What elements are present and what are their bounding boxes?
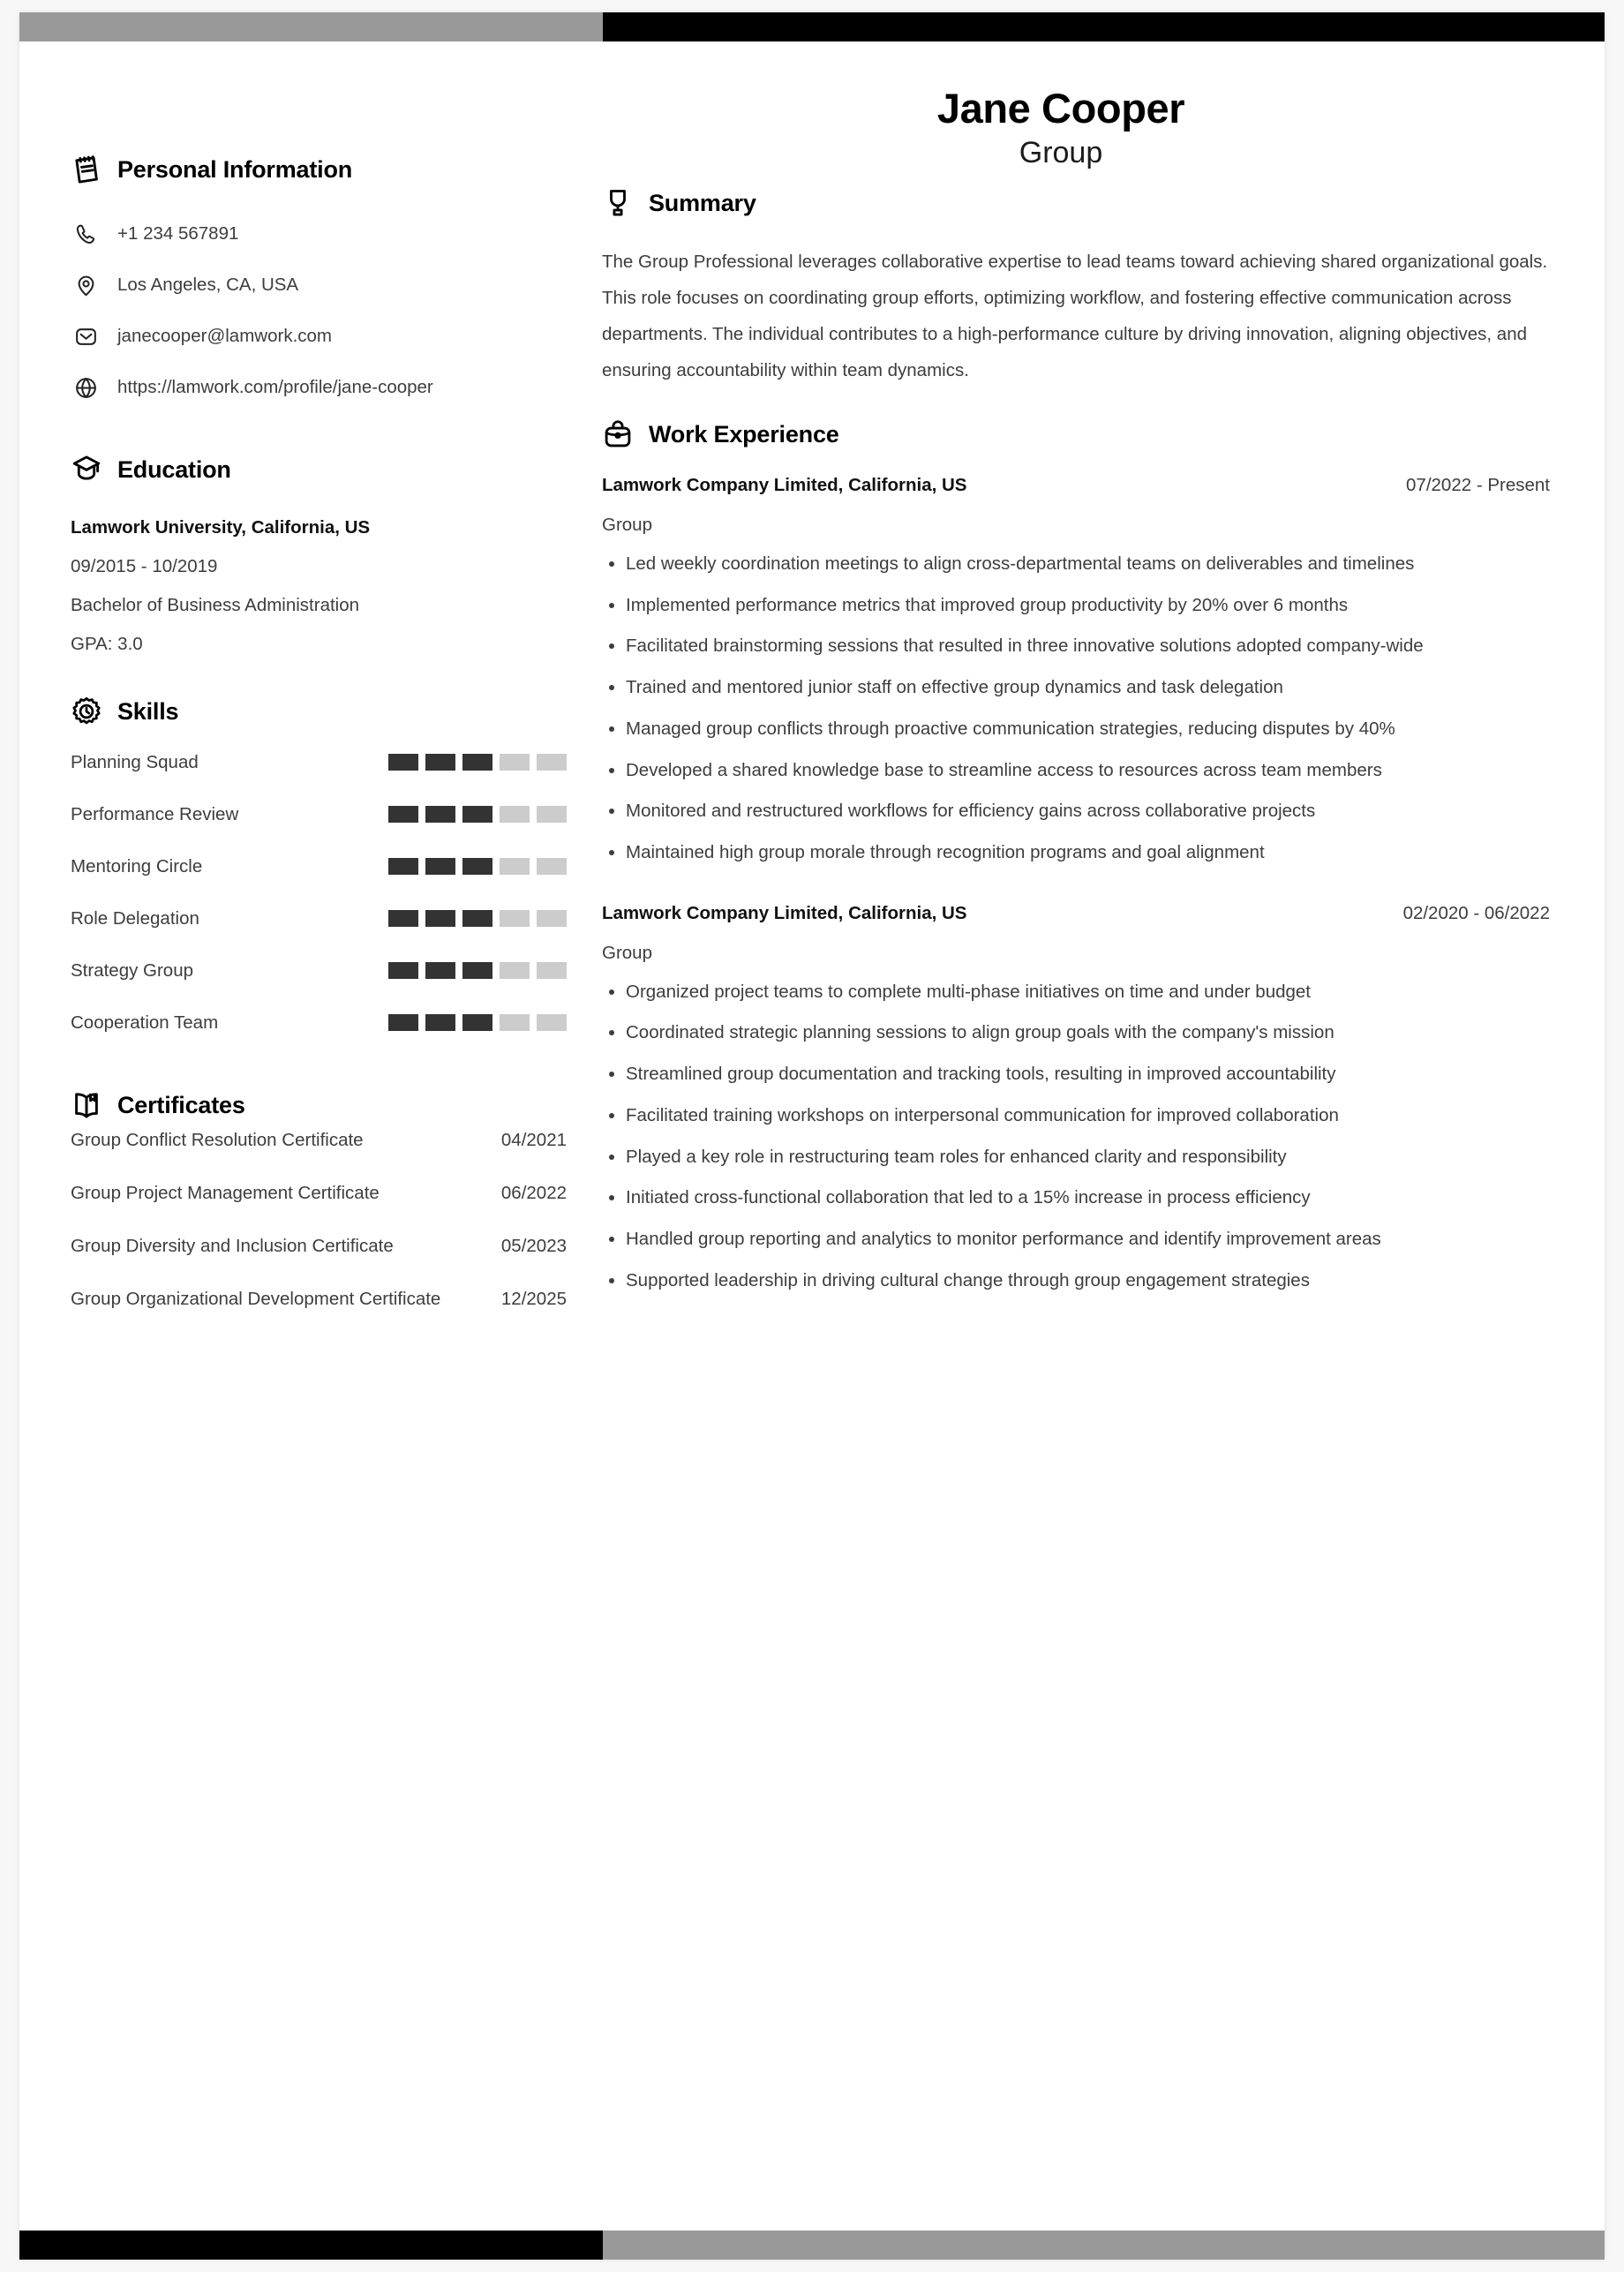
job-role: Group (602, 515, 652, 535)
job-bullet: Managed group conflicts through proactive communication strategies, reducing disputes by 40% (602, 716, 1550, 742)
job-entry (602, 903, 1550, 1294)
skill-name: Role Delegation (71, 907, 199, 929)
section-certificates-header (71, 1089, 567, 1121)
contact-phone[interactable] (71, 208, 567, 260)
section-title: Work Experience (649, 420, 839, 448)
skill-row (71, 840, 567, 892)
job-bullet: Trained and mentored junior staff on effective group dynamics and task delegation (602, 674, 1550, 701)
spacer (71, 413, 567, 454)
globe-icon (71, 376, 101, 400)
job-header (602, 475, 1550, 496)
job-company: Lamwork Company Limited, California, US (602, 475, 967, 495)
contact-location-text: Los Angeles, CA, USA (117, 274, 299, 295)
certificate-date: 06/2022 (500, 1183, 567, 1203)
contact-email-text: janecooper@lamwork.com (117, 325, 332, 346)
certificates-list (71, 1130, 567, 1342)
certificate-row (71, 1130, 567, 1183)
contact-website[interactable] (71, 362, 567, 413)
job-header (602, 903, 1550, 924)
notepad-icon (71, 154, 102, 185)
job-bullet: Coordinated strategic planning sessions to align group goals with the company's mission (602, 1019, 1550, 1046)
spacer (602, 388, 1550, 418)
skill-level-meter (388, 1014, 567, 1031)
education-entry (71, 493, 567, 655)
job-bullet: Monitored and restructured workflows for efficiency gains across collaborative projects (602, 798, 1550, 824)
skill-level-meter (388, 806, 567, 823)
phone-icon (71, 222, 101, 246)
left-column (19, 154, 602, 1342)
certificate-row (71, 1236, 567, 1289)
section-title: Personal Information (117, 155, 353, 183)
contact-website-text: https://lamwork.com/profile/jane-cooper (117, 376, 433, 397)
section-summary-header (602, 187, 1550, 219)
job-bullet: Initiated cross-functional collaboration that led to a 15% increase in process efficiency (602, 1185, 1550, 1211)
certificate-name: Group Project Management Certificate (71, 1183, 380, 1203)
resume-body (19, 154, 1605, 1342)
job-bullet: Developed a shared knowledge base to streamline access to resources across team members (602, 757, 1550, 784)
graduation-cap-icon (71, 454, 102, 485)
job-company: Lamwork Company Limited, California, US (602, 902, 967, 923)
job-bullets (602, 551, 1550, 866)
education-school: Lamwork University, California, US (71, 517, 371, 538)
top-bar-black-segment (603, 12, 1605, 41)
education-gpa: GPA: 3.0 (71, 634, 143, 654)
skill-level-meter (388, 858, 567, 875)
section-personal-information-header (71, 154, 567, 185)
job-bullet: Organized project teams to complete multi-phase initiatives on time and under budget (602, 979, 1550, 1005)
job-entry (602, 475, 1550, 866)
contact-location[interactable] (71, 260, 567, 311)
job-bullet: Implemented performance metrics that improved group productivity by 20% over 6 months (602, 592, 1550, 619)
skill-name: Mentoring Circle (71, 855, 203, 876)
job-bullet: Facilitated brainstorming sessions that resulted in three innovative solutions adopted company-wide (602, 633, 1550, 659)
certificate-date: 05/2023 (500, 1236, 567, 1256)
skill-name: Planning Squad (71, 751, 199, 772)
skill-row (71, 944, 567, 997)
job-bullets (602, 979, 1550, 1294)
certificate-date: 12/2025 (500, 1289, 567, 1309)
education-degree: Bachelor of Business Administration (71, 595, 360, 615)
bottom-decorative-bar (19, 2231, 1605, 2260)
skill-row (71, 736, 567, 788)
section-title: Certificates (117, 1091, 245, 1118)
job-bullet: Handled group reporting and analytics to monitor performance and identify improvement areas (602, 1226, 1550, 1253)
job-dates: 07/2022 - Present (1406, 475, 1550, 495)
email-icon (71, 325, 101, 349)
gear-clock-icon (71, 696, 102, 727)
skill-row (71, 788, 567, 840)
candidate-role: Group (1019, 135, 1103, 169)
skill-row (71, 892, 567, 944)
skill-row (71, 997, 567, 1049)
contact-email[interactable] (71, 311, 567, 362)
certificate-row (71, 1289, 567, 1342)
contact-list (71, 208, 567, 413)
summary-text: The Group Professional leverages collaborative expertise to lead teams toward achieving shared organizational goals. This role focuses on coordinating group efforts, optimizing workflow, and fostering effective communication across departments. The individual contributes to a high-performance culture by driving innovation, aligning objectives, and ensuring accountability within team dynamics. (602, 252, 1548, 380)
job-dates: 02/2020 - 06/2022 (1402, 902, 1550, 923)
job-role: Group (602, 942, 652, 963)
certificate-date: 04/2021 (500, 1130, 567, 1150)
education-dates: 09/2015 - 10/2019 (71, 556, 218, 576)
open-book-icon (71, 1089, 102, 1121)
section-work-experience-header (602, 418, 1550, 450)
resume-page (19, 12, 1605, 2260)
top-decorative-bar (19, 12, 1605, 41)
job-bullet: Supported leadership in driving cultural change through group engagement strategies (602, 1268, 1550, 1294)
job-bullet: Facilitated training workshops on interpersonal communication for improved collaboration (602, 1102, 1550, 1129)
certificate-name: Group Diversity and Inclusion Certificate (71, 1236, 394, 1256)
spacer (71, 1049, 567, 1089)
job-bullet: Maintained high group morale through recognition programs and goal alignment (602, 839, 1550, 866)
skill-name: Performance Review (71, 803, 239, 824)
skill-name: Cooperation Team (71, 1012, 219, 1033)
top-bar-gray-segment (19, 12, 603, 41)
section-title: Summary (649, 189, 756, 216)
work-experience-list (602, 475, 1550, 1294)
location-icon (71, 274, 101, 297)
job-bullet: Streamlined group documentation and tracking tools, resulting in improved accountability (602, 1061, 1550, 1087)
skill-level-meter (388, 910, 567, 927)
candidate-name: Jane Cooper (936, 85, 1185, 132)
contact-phone-text: +1 234 567891 (117, 222, 239, 244)
skill-level-meter (388, 962, 567, 979)
skill-level-meter (388, 754, 567, 771)
briefcase-icon (602, 418, 634, 450)
skill-name: Strategy Group (71, 959, 194, 981)
job-bullet: Played a key role in restructuring team roles for enhanced clarity and responsibility (602, 1144, 1550, 1170)
certificate-name: Group Conflict Resolution Certificate (71, 1130, 364, 1150)
job-bullet: Led weekly coordination meetings to align cross-departmental teams on deliverables and timelines (602, 551, 1550, 577)
certificate-row (71, 1183, 567, 1236)
section-title: Skills (117, 697, 179, 725)
bottom-bar-black-segment (19, 2231, 603, 2260)
bottom-bar-gray-segment (603, 2231, 1605, 2260)
trophy-icon (602, 187, 634, 219)
section-title: Education (117, 455, 231, 483)
right-column (602, 154, 1605, 1308)
section-education-header (71, 454, 567, 485)
skills-list (71, 736, 567, 1049)
spacer (71, 655, 567, 696)
certificate-name: Group Organizational Development Certificate (71, 1289, 441, 1309)
section-skills-header (71, 696, 567, 727)
